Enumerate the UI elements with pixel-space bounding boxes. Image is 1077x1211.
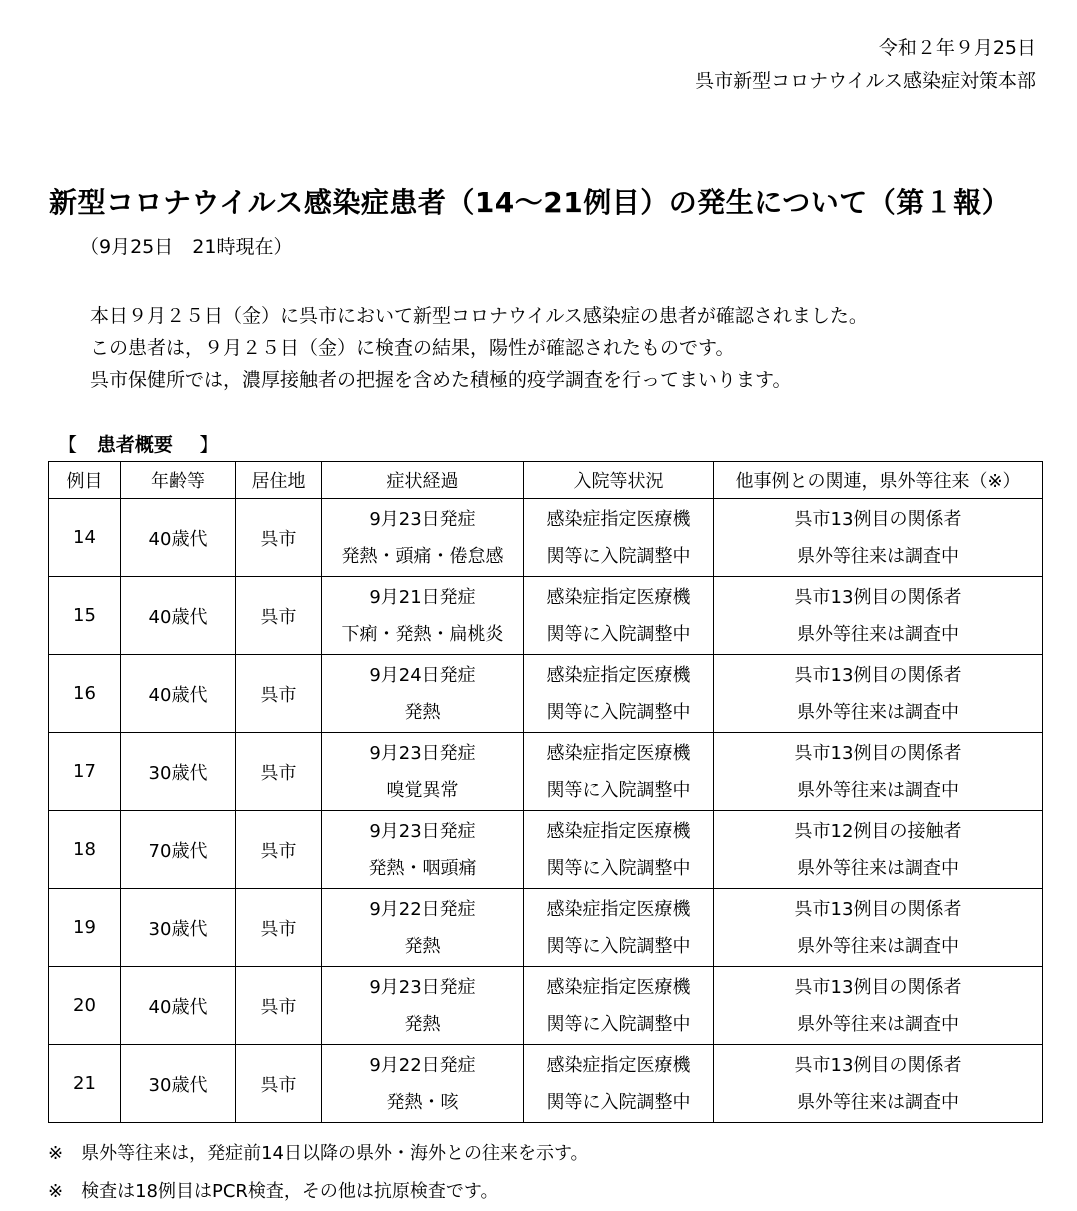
travel-line: 県外等往来は調査中	[797, 857, 959, 879]
column-header-residence: 居住地	[236, 462, 322, 499]
case-number: 19	[49, 889, 121, 967]
column-header-symptoms: 症状経過	[322, 462, 524, 499]
table-row	[49, 577, 1043, 655]
relation-line: 呉市13例目の関係者	[794, 664, 962, 686]
age-group: 40歳代	[121, 499, 236, 577]
relation-travel	[714, 499, 1043, 577]
relation-line: 呉市13例目の関係者	[794, 586, 962, 608]
hospital-status	[524, 967, 714, 1045]
relation-travel	[714, 889, 1043, 967]
status-line: 関等に入院調整中	[546, 935, 691, 957]
residence: 呉市	[236, 499, 322, 577]
travel-line: 県外等往来は調査中	[797, 623, 959, 645]
hospital-status	[524, 733, 714, 811]
case-number: 14	[49, 499, 121, 577]
symptom-course	[322, 967, 524, 1045]
residence: 呉市	[236, 577, 322, 655]
travel-line: 県外等往来は調査中	[797, 935, 959, 957]
hospital-status	[524, 577, 714, 655]
symptom-course	[322, 733, 524, 811]
hospital-status	[524, 655, 714, 733]
announcement-body	[90, 300, 868, 396]
case-number: 15	[49, 577, 121, 655]
column-header-case: 例目	[49, 462, 121, 499]
status-line: 感染症指定医療機	[546, 664, 691, 686]
onset-date: 9月21日発症	[369, 586, 476, 608]
document-date: 令和２年９月25日	[878, 37, 1036, 59]
status-line: 感染症指定医療機	[546, 898, 691, 920]
status-line: 感染症指定医療機	[546, 976, 691, 998]
residence: 呉市	[236, 811, 322, 889]
travel-line: 県外等往来は調査中	[797, 1091, 959, 1113]
table-row	[49, 499, 1043, 577]
onset-date: 9月23日発症	[369, 508, 476, 530]
symptom-course	[322, 577, 524, 655]
section-close-bracket: 】	[199, 434, 219, 456]
as-of-time: （9月25日 21時現在）	[80, 236, 293, 258]
status-line: 関等に入院調整中	[546, 857, 691, 879]
symptom-course	[322, 811, 524, 889]
onset-date: 9月22日発症	[369, 1054, 476, 1076]
status-line: 関等に入院調整中	[546, 623, 691, 645]
footnote: ※ 県外等往来は，発症前14日以降の県外・海外との往来を示す。	[48, 1143, 589, 1164]
body-line: 本日９月２５日（金）に呉市において新型コロナウイルス感染症の患者が確認されました。	[90, 305, 868, 327]
travel-line: 県外等往来は調査中	[797, 1013, 959, 1035]
case-number: 16	[49, 655, 121, 733]
issuing-organization: 呉市新型コロナウイルス感染症対策本部	[695, 70, 1036, 92]
residence: 呉市	[236, 967, 322, 1045]
relation-travel	[714, 655, 1043, 733]
status-line: 関等に入院調整中	[546, 545, 691, 567]
onset-date: 9月23日発症	[369, 976, 476, 998]
case-number: 20	[49, 967, 121, 1045]
travel-line: 県外等往来は調査中	[797, 779, 959, 801]
relation-travel	[714, 577, 1043, 655]
status-line: 感染症指定医療機	[546, 508, 691, 530]
table-row	[49, 811, 1043, 889]
case-number: 18	[49, 811, 121, 889]
status-line: 感染症指定医療機	[546, 820, 691, 842]
symptom-course	[322, 1045, 524, 1123]
symptoms: 発熱	[404, 701, 441, 723]
column-header-relation: 他事例との関連，県外等往来（※）	[714, 462, 1043, 499]
status-line: 感染症指定医療機	[546, 1054, 691, 1076]
symptoms: 下痢・発熱・扁桃炎	[341, 623, 504, 645]
age-group: 40歳代	[121, 967, 236, 1045]
symptoms: 発熱・頭痛・倦怠感	[341, 545, 504, 567]
hospital-status	[524, 1045, 714, 1123]
relation-travel	[714, 733, 1043, 811]
table-row	[49, 889, 1043, 967]
status-line: 関等に入院調整中	[546, 1091, 691, 1113]
table-row	[49, 967, 1043, 1045]
symptoms: 発熱	[404, 1013, 441, 1035]
section-heading	[58, 430, 218, 457]
symptom-course	[322, 889, 524, 967]
column-header-hospital-status: 入院等状況	[524, 462, 714, 499]
relation-travel	[714, 811, 1043, 889]
status-line: 関等に入院調整中	[546, 1013, 691, 1035]
symptoms: 発熱	[404, 935, 441, 957]
symptoms: 発熱・咽頭痛	[368, 857, 477, 879]
age-group: 70歳代	[121, 811, 236, 889]
symptom-course	[322, 655, 524, 733]
relation-line: 呉市13例目の関係者	[794, 508, 962, 530]
relation-travel	[714, 967, 1043, 1045]
residence: 呉市	[236, 733, 322, 811]
status-line: 感染症指定医療機	[546, 586, 691, 608]
table-row	[49, 733, 1043, 811]
symptoms: 嗅覚異常	[386, 779, 459, 801]
hospital-status	[524, 811, 714, 889]
relation-line: 呉市13例目の関係者	[794, 898, 962, 920]
relation-line: 呉市13例目の関係者	[794, 742, 962, 764]
patient-table	[48, 461, 1043, 1123]
relation-line: 呉市13例目の関係者	[794, 976, 962, 998]
table-row	[49, 1045, 1043, 1123]
footnote: ※ 検査は18例目はPCR検査，その他は抗原検査です。	[48, 1181, 499, 1202]
status-line: 関等に入院調整中	[546, 779, 691, 801]
age-group: 30歳代	[121, 1045, 236, 1123]
table-row	[49, 655, 1043, 733]
onset-date: 9月22日発症	[369, 898, 476, 920]
hospital-status	[524, 889, 714, 967]
body-line: 呉市保健所では，濃厚接触者の把握を含めた積極的疫学調査を行ってまいります。	[90, 369, 792, 391]
relation-line: 呉市13例目の関係者	[794, 1054, 962, 1076]
section-heading-text: 患者概要	[96, 434, 173, 456]
residence: 呉市	[236, 889, 322, 967]
status-line: 関等に入院調整中	[546, 701, 691, 723]
onset-date: 9月24日発症	[369, 664, 476, 686]
page-title: 新型コロナウイルス感染症患者（14～21例目）の発生について（第１報）	[49, 186, 1011, 219]
table-header-row	[49, 462, 1043, 499]
onset-date: 9月23日発症	[369, 820, 476, 842]
body-line: この患者は，９月２５日（金）に検査の結果，陽性が確認されたものです。	[90, 337, 735, 359]
relation-travel	[714, 1045, 1043, 1123]
age-group: 40歳代	[121, 577, 236, 655]
status-line: 感染症指定医療機	[546, 742, 691, 764]
hospital-status	[524, 499, 714, 577]
residence: 呉市	[236, 1045, 322, 1123]
age-group: 30歳代	[121, 889, 236, 967]
age-group: 30歳代	[121, 733, 236, 811]
relation-line: 呉市12例目の接触者	[794, 820, 962, 842]
residence: 呉市	[236, 655, 322, 733]
travel-line: 県外等往来は調査中	[797, 701, 959, 723]
section-open-bracket: 【	[58, 434, 78, 456]
symptom-course	[322, 499, 524, 577]
case-number: 21	[49, 1045, 121, 1123]
column-header-age: 年齢等	[121, 462, 236, 499]
travel-line: 県外等往来は調査中	[797, 545, 959, 567]
onset-date: 9月23日発症	[369, 742, 476, 764]
case-number: 17	[49, 733, 121, 811]
symptoms: 発熱・咳	[386, 1091, 459, 1113]
age-group: 40歳代	[121, 655, 236, 733]
